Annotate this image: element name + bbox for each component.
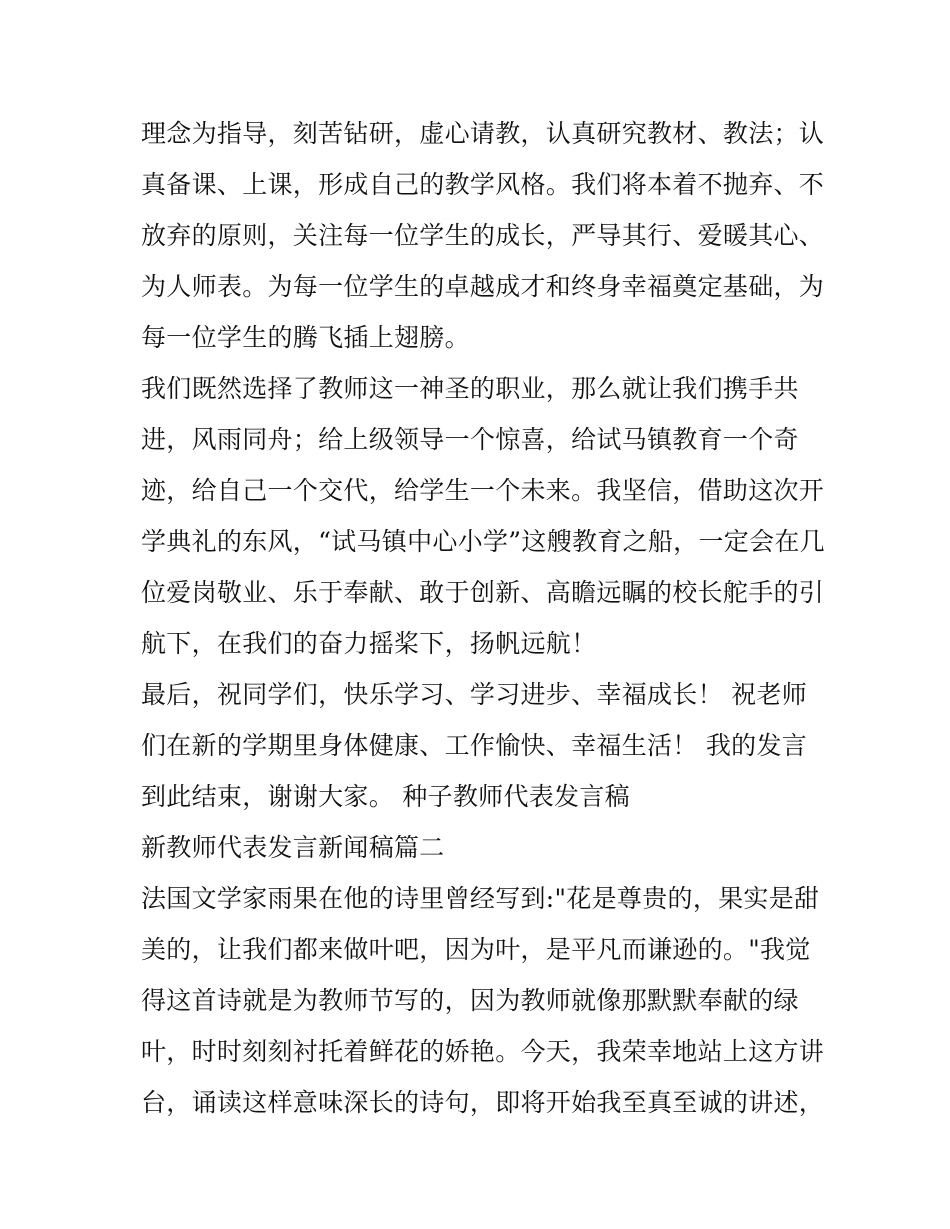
text-line: 最后，祝同学们，快乐学习、学习进步、幸福成长！ 祝老师 (141, 680, 808, 709)
text-line: 航下，在我们的奋力摇桨下，扬帆远航！ (141, 629, 597, 658)
text-line: 学典礼的东风，“试马镇中心小学”这艘教育之船，一定会在几 (141, 527, 825, 556)
section-heading: 新教师代表发言新闻稿篇二 (141, 833, 445, 862)
text-line: 我们既然选择了教师这一神圣的职业，那么就让我们携手共 (141, 374, 799, 403)
text-line: 真备课、上课，形成自己的教学风格。我们将本着不抛弃、不 (141, 170, 825, 199)
text-line: 美的，让我们都来做叶吧，因为叶，是平凡而谦逊的。"我觉 (141, 935, 811, 964)
text-line: 进，风雨同舟；给上级领导一个惊喜，给试马镇教育一个奇 (141, 425, 799, 454)
text-line: 理念为指导，刻苦钻研，虚心请教，认真研究教材、教法；认 (141, 119, 825, 148)
text-line: 叶，时时刻刻衬托着鲜花的娇艳。今天，我荣幸地站上这方讲 (141, 1037, 825, 1066)
text-line: 得这首诗就是为教师节写的，因为教师就像那默默奉献的绿 (141, 986, 799, 1015)
text-line: 们在新的学期里身体健康、工作愉快、幸福生活！ 我的发言 (141, 731, 808, 760)
text-line: 每一位学生的腾飞插上翅膀。 (141, 323, 470, 352)
text-line: 为人师表。为每一位学生的卓越成才和终身幸福奠定基础，为 (141, 272, 825, 301)
text-line: 台，诵读这样意味深长的诗句，即将开始我至真至诚的讲述， (141, 1088, 825, 1117)
body-text (141, 108, 831, 1128)
text-line: 法国文学家雨果在他的诗里曾经写到:"花是尊贵的，果实是甜 (141, 884, 820, 913)
text-line: 到此结束，谢谢大家。 种子教师代表发言稿 (141, 782, 630, 811)
text-line: 迹，给自己一个交代，给学生一个未来。我坚信，借助这次开 (141, 476, 825, 505)
text-line: 放弃的原则，关注每一位学生的成长，严导其行、爱暖其心、 (141, 221, 825, 250)
text-line: 位爱岗敬业、乐于奉献、敢于创新、高瞻远瞩的校长舵手的引 (141, 578, 825, 607)
